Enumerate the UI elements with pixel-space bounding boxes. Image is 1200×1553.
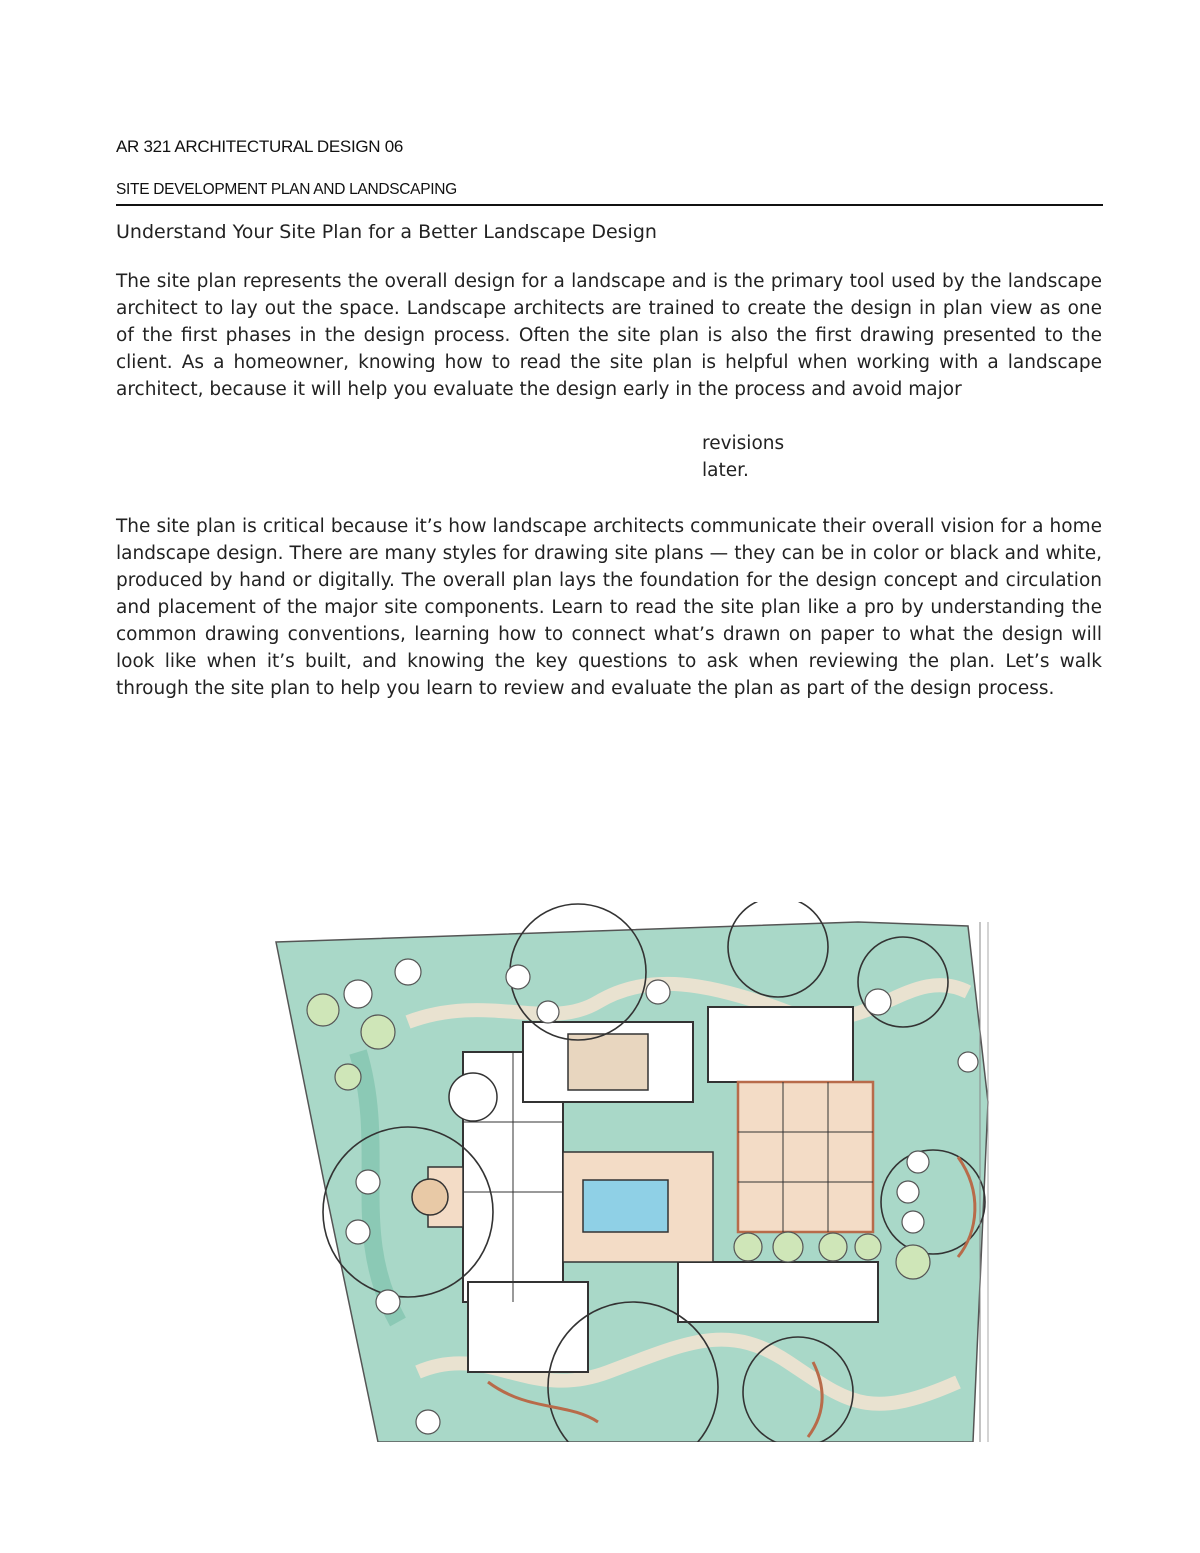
- site-plan-figure: [268, 902, 990, 1442]
- pool: [583, 1180, 668, 1232]
- pergola-circle: [449, 1073, 497, 1121]
- article-heading: Understand Your Site Plan for a Better Landscape Design: [116, 221, 657, 243]
- section-title: SITE DEVELOPMENT PLAN AND LANDSCAPING: [116, 181, 457, 198]
- paragraph-2: The site plan is critical because it’s how landscape architects communicate their overall vision for a home landscape design. There are many styles for drawing site plans — they can be in color or black and white, produced by hand or digitally. The overall plan lays the foundation for the design concept and circulation and placement of the major site components. Learn to read the site plan like a pro by understanding the common drawing conventions, learning how to connect what’s drawn on paper to what the design will look like when it’s built, and knowing the key questions to ask when reviewing the plan. Let’s walk through the site plan to help you learn to review and evaluate the plan as part of the design process.: [116, 516, 1102, 699]
- paragraph-1-tail-line-2: later.: [702, 460, 749, 481]
- paragraph-1: The site plan represents the overall design for a landscape and is the primary tool used by the landscape architect to lay out the space. Landscape architects are trained to create the design in plan view as one of the first phases in the design process. Often the site plan is also the first drawing presented to the client. As a homeowner, knowing how to read the site plan is helpful when working with a landscape architect, because it will help you evaluate the design early in the process and avoid major: [116, 271, 1102, 400]
- paragraph-1-tail-line-1: revisions: [702, 433, 785, 454]
- title-divider: [116, 204, 1103, 206]
- patio-grid: [738, 1082, 873, 1232]
- site-plan-drawing: [268, 902, 990, 1442]
- course-title: AR 321 ARCHITECTURAL DESIGN 06: [116, 137, 404, 156]
